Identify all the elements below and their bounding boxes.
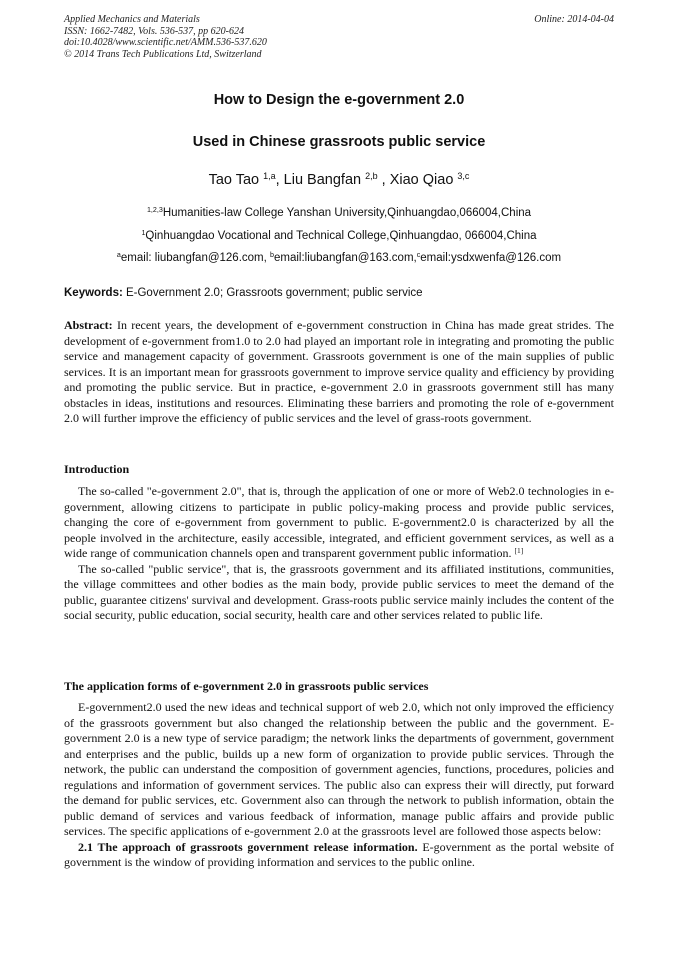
abstract-label: Abstract: xyxy=(64,318,113,332)
paragraph-text: E-government2.0 used the new ideas and technical support of web 2.0, which not only improved the efficiency of the grassroots government but also changed the relationship between the public and the government. E-government 2.0 is a new type of service paradigm; the network links the departments of government, government and enterprises and the public, builds up a new form of organization to provide public services. Through the network, the public can understand the composition of government agencies, functions, procedures, policies and regulations and information of government services. The public also can express their will directly, put forward the demand for public services, etc. Government also can through the network to publish information, obtain the public demand of services and various feedback of information, manage public affairs and provide public services. The specific applications of e-government 2.0 at the grassroots level are followed those aspects below: xyxy=(64,700,614,838)
email-mark: c xyxy=(416,251,421,260)
subsection-2-1-label: 2.1 The approach of grassroots government release information. xyxy=(78,839,418,854)
keywords-label: Keywords: xyxy=(64,287,123,299)
paragraph-text: The so-called "public service", that is, the grassroots government and its affiliated institutions, communities, the village committees and other bodies as the main body, provide public services to meet the demand of the public, guarantee citizens' survival and development. Grass-roots public service mainly includes the content of the social security, public education, social security, health care and other services related to public life. xyxy=(64,561,614,622)
section-2-heading: The application forms of e-government 2.0 in grassroots public services xyxy=(64,679,429,693)
introduction-heading: Introduction xyxy=(64,462,130,476)
introduction-body xyxy=(64,484,614,624)
email-mark: a xyxy=(116,251,121,260)
author-emails xyxy=(0,252,678,264)
abstract xyxy=(64,318,614,427)
author-affiliation-mark: 2,b xyxy=(365,171,378,182)
author-list xyxy=(0,172,678,188)
email-text: email: liubangfan@126.com, xyxy=(120,252,271,264)
affiliation-text: Humanities-law College Yanshan University,Qinhuangdao,066004,China xyxy=(162,207,532,219)
journal-name: Applied Mechanics and Materials xyxy=(64,14,200,25)
author-name: Tao Tao xyxy=(208,172,264,188)
subsection-2-1 xyxy=(64,840,614,871)
email-text: email:liubangfan@163.com, xyxy=(273,252,417,264)
introduction-paragraph-2 xyxy=(64,562,614,624)
author-affiliation-mark: 3,c xyxy=(457,171,470,182)
author-name: , Xiao Qiao xyxy=(377,172,458,188)
keywords-line xyxy=(64,287,423,299)
citation-ref: [1] xyxy=(514,545,524,555)
affiliation-text: Qinhuangdao Vocational and Technical College,Qinhuangdao, 066004,China xyxy=(145,230,537,242)
abstract-text: In recent years, the development of e-government construction in China has made great strides. The development of e-government from1.0 to 2.0 had played an important role in integrating and promoting the public service and management capacity of government. Grassroots government is one of the main supplies of public services. It is an important mean for grassroots government to improve service quality and efficiency by providing and promoting the public service. But in practice, e-government 2.0 in grassroots government still has many obstacles in ideas, institutions and resources. Eliminating these barriers and promoting the role of e-government 2.0 will further improve the efficiency of public services and the level of grass-roots government. xyxy=(64,318,614,425)
online-date: Online: 2014-04-04 xyxy=(534,14,614,25)
affiliation-mark: 1,2,3 xyxy=(146,206,163,215)
email-text: email:ysdxwenfa@126.com xyxy=(420,252,562,264)
keywords-text: E-Government 2.0; Grassroots government; public service xyxy=(122,287,423,299)
paper-title-line-2: Used in Chinese grassroots public service xyxy=(192,134,486,150)
abstract-paragraph xyxy=(64,318,614,427)
paragraph-text: The so-called "e-government 2.0", that is, through the application of one or more of Web2.0 technologies in e-government, allowing citizens to participate in public policy-making process and provide public services, changing the core of e-government from government to public. E-government2.0 is characterized by all the people involved in the architecture, easily accessible, integrated, and efficient government services, as well as a wide range of communication channels open and transparent government public information. xyxy=(64,484,614,560)
email-mark: b xyxy=(270,251,274,260)
issn-line: ISSN: 1662-7482, Vols. 536-537, pp 620-624 xyxy=(64,25,244,37)
copyright-line: © 2014 Trans Tech Publications Ltd, Switzerland xyxy=(64,48,262,60)
paper-title-line-1: How to Design the e-government 2.0 xyxy=(213,92,465,108)
author-affiliation-mark: 1,a xyxy=(263,171,276,182)
journal-header xyxy=(64,14,267,60)
doi-line: doi:10.4028/www.scientific.net/AMM.536-537.620 xyxy=(64,37,267,48)
section-2-paragraph-1 xyxy=(64,700,614,840)
subsection-2-1-text: E-government as the portal website of government is the window of providing information and services to the public online. xyxy=(64,839,614,869)
affiliation-mark: 1 xyxy=(141,229,146,238)
affiliation-1 xyxy=(0,207,678,219)
section-2-body xyxy=(64,700,614,871)
introduction-paragraph-1 xyxy=(64,484,614,562)
affiliation-2 xyxy=(0,230,678,242)
author-name: , Liu Bangfan xyxy=(275,172,366,188)
